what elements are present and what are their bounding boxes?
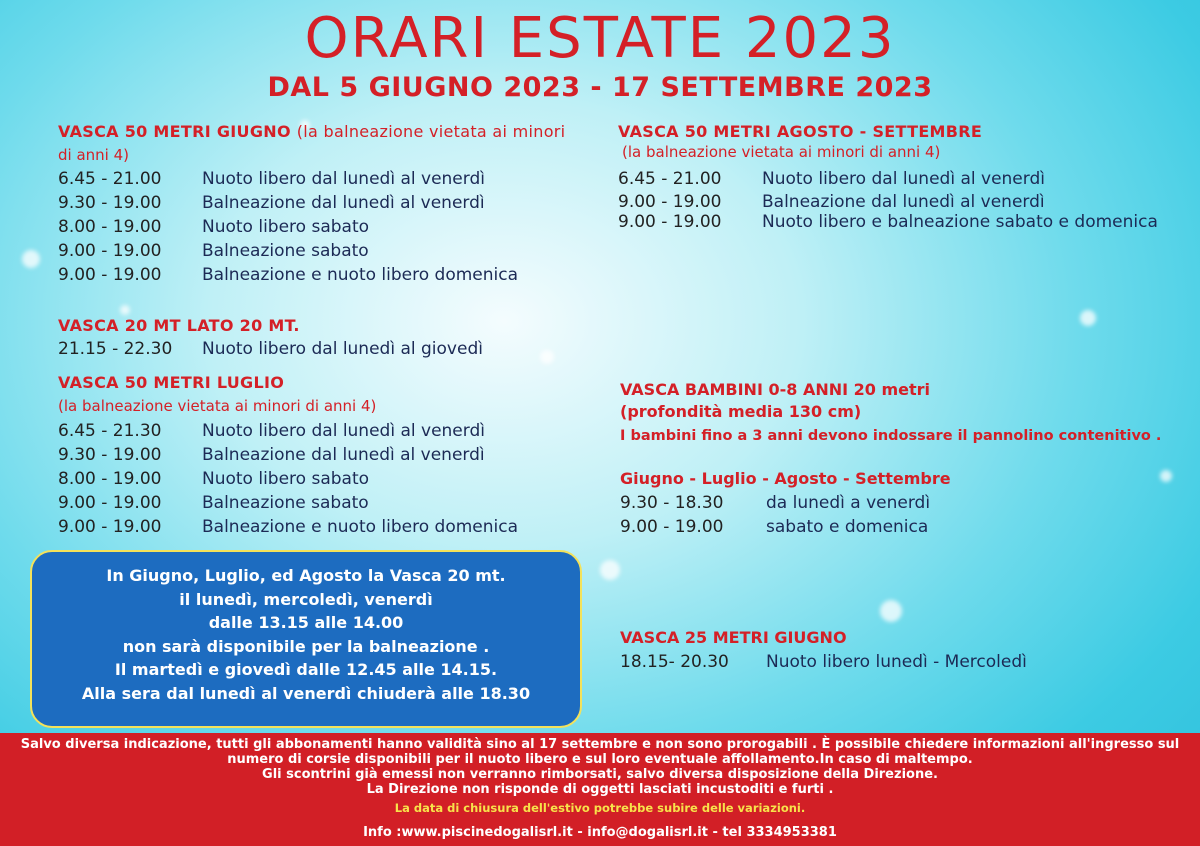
desc-cell: Nuoto libero dal lunedì al venerdì [762, 169, 1045, 189]
notice-line: non sarà disponibile per la balneazione . [122, 636, 490, 656]
time-cell: 9.00 - 19.00 [618, 192, 722, 212]
desc-cell: Nuoto libero dal lunedì al venerdì [202, 169, 485, 189]
time-cell: 9.00 - 19.00 [620, 517, 724, 537]
notice-box [30, 550, 582, 728]
giugno50-heading [58, 122, 565, 141]
desc-cell: Balneazione e nuoto libero domenica [202, 265, 519, 285]
desc-cell: sabato e domenica [766, 517, 929, 537]
footer-banner [0, 733, 1200, 846]
time-cell: 9.00 - 19.00 [58, 265, 162, 285]
footer-line: La Direzione non risponde di oggetti lasciati incustoditi e furti . [366, 782, 834, 797]
bambini-heading: VASCA BAMBINI 0-8 ANNI 20 metri [620, 380, 931, 399]
luglio50-note: (la balneazione vietata ai minori di anni 4) [58, 397, 377, 415]
desc-cell: Nuoto libero sabato [202, 469, 370, 489]
time-cell: 8.00 - 19.00 [58, 469, 162, 489]
sparkle [880, 600, 902, 622]
time-cell: 9.00 - 19.00 [618, 212, 722, 232]
luglio50-heading: VASCA 50 METRI LUGLIO [58, 373, 285, 392]
bambini-depth: (profondità media 130 cm) [620, 402, 862, 421]
notice-line: il lunedì, mercoledì, venerdì [179, 589, 433, 609]
agosto50-heading: VASCA 50 METRI AGOSTO - SETTEMBRE [618, 122, 983, 141]
time-cell: 9.30 - 19.00 [58, 193, 162, 213]
desc-cell: Balneazione dal lunedì al venerdì [202, 445, 485, 465]
desc-cell: Balneazione dal lunedì al venerdì [202, 193, 485, 213]
sparkle [1160, 470, 1172, 482]
giugno50-note-b: di anni 4) [58, 146, 129, 164]
bambini-diaper-note: I bambini fino a 3 anni devono indossare il pannolino contenitivo . [620, 428, 1162, 444]
desc-cell: Balneazione e nuoto libero domenica [202, 517, 519, 537]
time-cell: 9.00 - 19.00 [58, 493, 162, 513]
footer-line: Gli scontrini già emessi non verranno rimborsati, salvo diversa disposizione della Direzione. [262, 767, 938, 782]
time-cell: 6.45 - 21.00 [618, 169, 722, 189]
lato20-heading: VASCA 20 MT LATO 20 MT. [58, 316, 300, 335]
giugno50-note-a: (la balneazione vietata ai minori [296, 122, 566, 141]
notice-line: Alla sera dal lunedì al venerdì chiuderà alle 18.30 [81, 683, 531, 703]
page-subtitle: DAL 5 GIUGNO 2023 - 17 SETTEMBRE 2023 [267, 72, 933, 103]
closure-warning: La data di chiusura dell'estivo potrebbe subire delle variazioni. [394, 801, 806, 815]
desc-cell: Nuoto libero e balneazione sabato e domenica [762, 212, 1158, 232]
time-cell: 6.45 - 21.30 [58, 421, 162, 441]
notice-line: dalle 13.15 alle 14.00 [208, 613, 404, 632]
desc-cell: da lunedì a venerdì [766, 493, 931, 513]
time-cell: 18.15- 20.30 [620, 652, 729, 672]
notice-line: Il martedì e giovedì dalle 12.45 alle 14.15. [114, 660, 498, 679]
giugno50-title: VASCA 50 METRI GIUGNO [58, 122, 291, 141]
sparkle [600, 560, 620, 580]
sparkle [1080, 310, 1096, 326]
desc-cell: Nuoto libero dal lunedì al giovedì [202, 339, 483, 359]
desc-cell: Balneazione sabato [202, 241, 369, 261]
time-cell: 21.15 - 22.30 [58, 339, 173, 359]
time-cell: 8.00 - 19.00 [58, 217, 162, 237]
sparkle [540, 350, 554, 364]
sparkle [120, 305, 130, 315]
desc-cell: Nuoto libero lunedì - Mercoledì [766, 652, 1027, 672]
contact-info[interactable]: Info :www.piscinedogalisrl.it - info@dogalisrl.it - tel 3334953381 [363, 825, 837, 840]
time-cell: 9.00 - 19.00 [58, 517, 162, 537]
time-cell: 6.45 - 21.00 [58, 169, 162, 189]
desc-cell: Balneazione dal lunedì al venerdì [762, 192, 1045, 212]
desc-cell: Nuoto libero dal lunedì al venerdì [202, 421, 485, 441]
footer-line: Salvo diversa indicazione, tutti gli abbonamenti hanno validità sino al 17 settembre e non sono prorogabili . È possibile chiedere informazioni all'ingresso sul [20, 737, 1180, 752]
time-cell: 9.30 - 18.30 [620, 493, 724, 513]
sparkle [22, 250, 40, 268]
agosto50-note: (la balneazione vietata ai minori di anni 4) [622, 143, 941, 161]
time-cell: 9.00 - 19.00 [58, 241, 162, 261]
bambini-months: Giugno - Luglio - Agosto - Settembre [620, 469, 951, 488]
footer-line: numero di corsie disponibili per il nuoto libero e sul loro eventuale affollamento.In caso di maltempo. [227, 752, 973, 767]
page-title: ORARI ESTATE 2023 [304, 6, 896, 71]
notice-line: In Giugno, Luglio, ed Agosto la Vasca 20 mt. [106, 566, 506, 585]
giugno25-heading: VASCA 25 METRI GIUGNO [620, 628, 847, 647]
time-cell: 9.30 - 19.00 [58, 445, 162, 465]
desc-cell: Balneazione sabato [202, 493, 369, 513]
desc-cell: Nuoto libero sabato [202, 217, 370, 237]
